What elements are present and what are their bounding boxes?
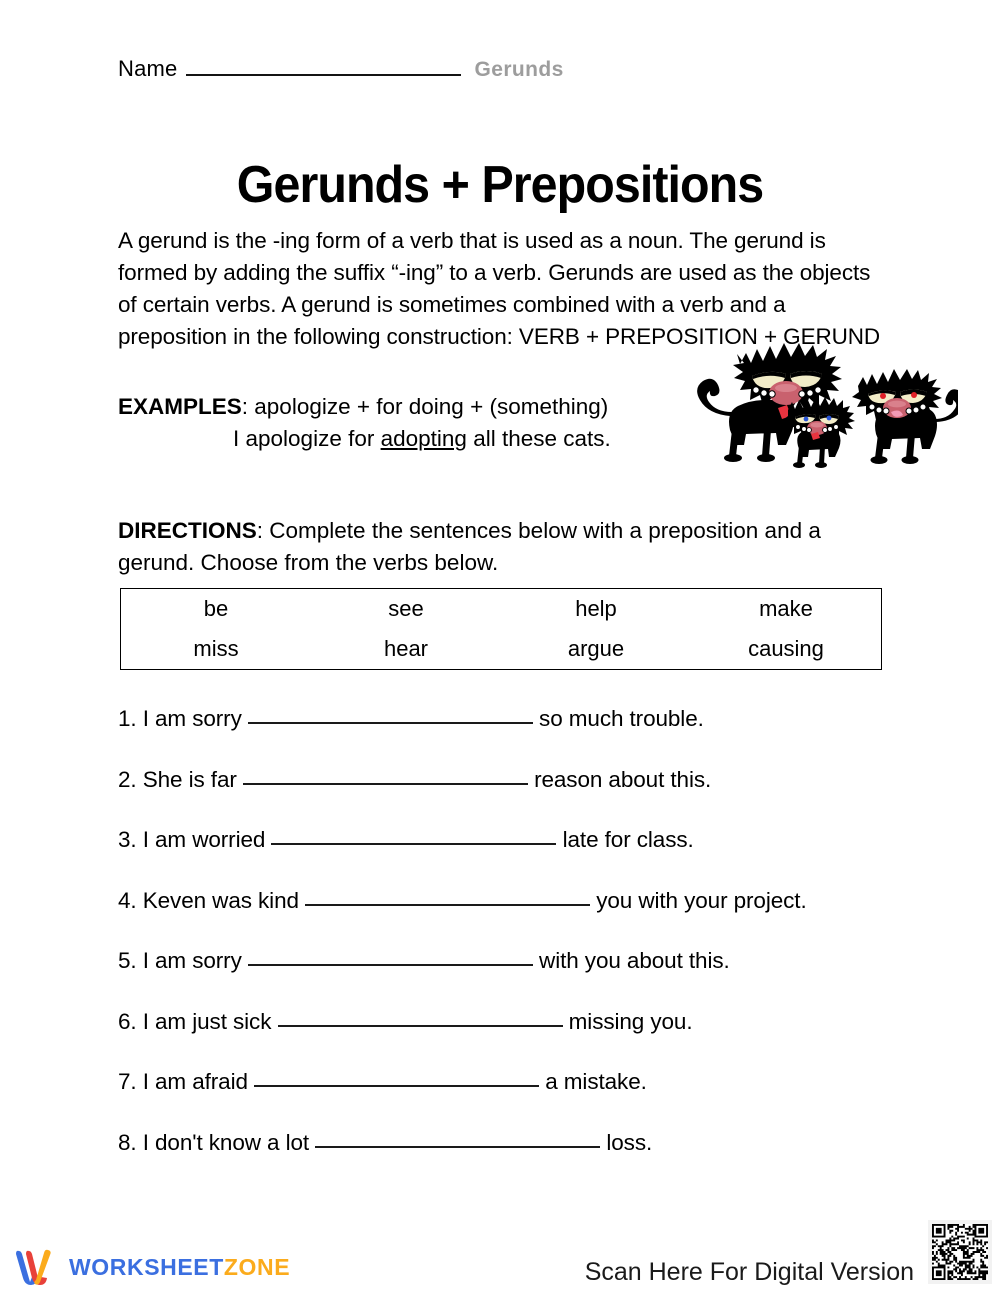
question-number: 5. [118, 948, 143, 973]
answer-blank[interactable] [278, 1011, 563, 1027]
question-number: 7. [118, 1069, 143, 1094]
question-number: 2. [118, 766, 143, 792]
logo-wordmark [69, 1254, 290, 1281]
word-bank-row [121, 589, 881, 629]
intro-paragraph: A gerund is the -ing form of a verb that is used as a noun. The gerund is formed by adding the suffix “-ing” to a verb. Gerunds are used as the objects of certain verbs. A gerund is sometimes combined with a verb and a preposition in the following construction: VERB + PREPOSITION + GERUND [118, 227, 881, 349]
answer-blank[interactable] [305, 890, 590, 906]
question-item [118, 1009, 918, 1070]
question-number: 6. [118, 1008, 143, 1034]
question-text-after: missing you. [562, 1008, 693, 1034]
question-number: 1. [118, 706, 143, 731]
directions-label: DIRECTIONS [118, 517, 257, 543]
question-text-before: I am just sick [142, 1008, 278, 1034]
qr-code-icon[interactable] [928, 1220, 992, 1284]
answer-blank[interactable] [254, 1071, 539, 1087]
word-bank-word: see [388, 596, 424, 621]
question-item [118, 767, 918, 828]
answer-blank[interactable] [248, 950, 533, 966]
question-item [118, 706, 918, 767]
question-text-before: I don't know a lot [142, 1129, 316, 1155]
directions-text: : Complete the sentences below with a preposition and a gerund. Choose from the verbs below. [118, 517, 821, 575]
question-text-before: She is far [142, 766, 243, 792]
question-item [118, 827, 918, 888]
question-text-before: I am worried [142, 827, 272, 852]
question-number: 4. [118, 887, 143, 913]
word-bank-word: be [203, 596, 229, 621]
name-row [118, 56, 908, 82]
examples-line-1: : apologize + for doing + (something) [241, 394, 609, 419]
examples-line-2 [118, 423, 758, 455]
question-text-before: I am sorry [142, 706, 248, 731]
logo-text-zone: ZONE [223, 1253, 291, 1280]
word-bank-word: hear [383, 636, 429, 661]
directions-block [118, 515, 898, 579]
question-text-after: reason about this. [527, 766, 712, 792]
logo-mark-icon [16, 1248, 60, 1286]
word-bank [120, 588, 882, 670]
question-text-before: I am sorry [142, 948, 248, 973]
answer-blank[interactable] [243, 769, 528, 785]
question-text-after: so much trouble. [532, 706, 704, 731]
question-text-after: loss. [600, 1129, 653, 1155]
examples-line-2-before: I apologize for [233, 426, 381, 451]
question-number: 8. [118, 1129, 143, 1155]
answer-blank[interactable] [248, 708, 533, 724]
worksheet-zone-logo [16, 1248, 290, 1286]
question-item [118, 1130, 918, 1191]
name-label: Name [118, 56, 178, 81]
examples-label: EXAMPLES [118, 394, 242, 419]
questions-list [118, 706, 918, 1190]
examples-gerund-underlined: adopting [380, 426, 467, 451]
question-text-after: a mistake. [539, 1069, 647, 1094]
examples-block [118, 391, 758, 455]
logo-text-worksheet: WORKSHEET [69, 1253, 224, 1280]
word-bank-row [121, 629, 881, 669]
page-title: Gerunds + Prepositions [236, 155, 764, 214]
word-bank-word: causing [748, 636, 824, 661]
word-bank-word: make [759, 596, 813, 621]
question-text-after: late for class. [556, 827, 694, 852]
scan-here-text: Scan Here For Digital Version [584, 1258, 914, 1286]
question-item [118, 888, 918, 949]
word-bank-word: miss [193, 636, 239, 661]
sheet-topic-tag: Gerunds [474, 58, 564, 81]
answer-blank[interactable] [271, 829, 556, 845]
name-blank-line[interactable] [186, 60, 461, 76]
answer-blank[interactable] [315, 1132, 600, 1148]
question-text-before: Keven was kind [142, 887, 306, 913]
word-bank-word: help [575, 596, 617, 621]
question-item [118, 1069, 918, 1130]
question-text-before: I am afraid [142, 1069, 255, 1094]
word-bank-word: argue [567, 636, 625, 661]
question-number: 3. [118, 827, 143, 852]
question-text-after: you with your project. [590, 887, 807, 913]
examples-line-2-after: all these cats. [466, 426, 611, 451]
question-item [118, 948, 918, 1009]
three-cats-illustration [678, 338, 958, 478]
question-text-after: with you about this. [532, 948, 730, 973]
